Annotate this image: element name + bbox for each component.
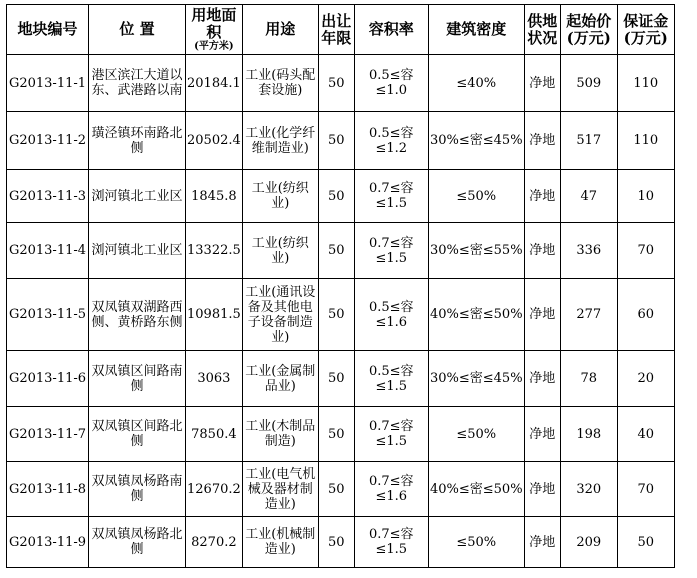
row-density-cell: ≤50%: [428, 170, 524, 223]
row-deposit-cell: 10: [617, 170, 674, 223]
row-id-cell: G2013-11-6: [7, 351, 89, 407]
row-term-cell: 50: [318, 351, 354, 407]
row-far-cell: 0.7≤容≤1.5: [354, 407, 428, 462]
row-density-cell: 40%≤密≤50%: [428, 279, 524, 351]
table-body: [7, 55, 675, 568]
row-use-cell: 工业(码头配套设施): [242, 55, 318, 112]
header-deposit: 保证金(万元): [617, 5, 674, 55]
table-row: [7, 223, 675, 279]
row-id-cell: G2013-11-3: [7, 170, 89, 223]
header-far: 容积率: [354, 5, 428, 55]
header-term: 出让年限: [318, 5, 354, 55]
row-use-cell: 工业(通讯设备及其他电子设备制造业): [242, 279, 318, 351]
row-deposit-cell: 70: [617, 462, 674, 517]
row-start-price-cell: 78: [560, 351, 617, 407]
row-area-cell: 8270.2: [186, 517, 243, 568]
row-deposit-cell: 40: [617, 407, 674, 462]
row-use-cell: 工业(化学纤维制造业): [242, 112, 318, 170]
row-start-price-cell: 47: [560, 170, 617, 223]
table-row: [7, 112, 675, 170]
row-location-cell: 浏河镇北工业区: [89, 223, 186, 279]
row-term-cell: 50: [318, 517, 354, 568]
row-far-cell: 0.7≤容≤1.5: [354, 517, 428, 568]
row-use-cell: 工业(机械制造业): [242, 517, 318, 568]
row-deposit-cell: 110: [617, 112, 674, 170]
row-supply-cell: 净地: [524, 223, 560, 279]
header-row: [7, 5, 675, 55]
row-far-cell: 0.5≤容≤1.6: [354, 279, 428, 351]
row-location-cell: 双凤镇区间路北侧: [89, 407, 186, 462]
row-location-cell: 双凤镇双湖路西侧、黄桥路东侧: [89, 279, 186, 351]
row-term-cell: 50: [318, 279, 354, 351]
row-far-cell: 0.5≤容≤1.5: [354, 351, 428, 407]
row-supply-cell: 净地: [524, 112, 560, 170]
row-density-cell: 40%≤密≤50%: [428, 462, 524, 517]
header-location: 位 置: [89, 5, 186, 55]
table-row: [7, 170, 675, 223]
row-term-cell: 50: [318, 170, 354, 223]
row-id-cell: G2013-11-8: [7, 462, 89, 517]
row-id-cell: G2013-11-1: [7, 55, 89, 112]
row-supply-cell: 净地: [524, 407, 560, 462]
row-term-cell: 50: [318, 462, 354, 517]
row-area-cell: 13322.5: [186, 223, 243, 279]
row-far-cell: 0.7≤容≤1.6: [354, 462, 428, 517]
row-deposit-cell: 110: [617, 55, 674, 112]
row-start-price-cell: 517: [560, 112, 617, 170]
header-use: 用途: [242, 5, 318, 55]
row-area-cell: 3063: [186, 351, 243, 407]
row-id-cell: G2013-11-4: [7, 223, 89, 279]
row-id-cell: G2013-11-7: [7, 407, 89, 462]
row-supply-cell: 净地: [524, 170, 560, 223]
header-area: [186, 5, 243, 55]
row-density-cell: 30%≤密≤45%: [428, 112, 524, 170]
row-area-cell: 20184.1: [186, 55, 243, 112]
row-density-cell: ≤40%: [428, 55, 524, 112]
row-id-cell: G2013-11-5: [7, 279, 89, 351]
header-start-price: 起始价(万元): [560, 5, 617, 55]
row-area-cell: 1845.8: [186, 170, 243, 223]
row-area-cell: 7850.4: [186, 407, 243, 462]
row-density-cell: 30%≤密≤55%: [428, 223, 524, 279]
row-area-cell: 20502.4: [186, 112, 243, 170]
table-row: [7, 462, 675, 517]
row-supply-cell: 净地: [524, 351, 560, 407]
row-deposit-cell: 70: [617, 223, 674, 279]
row-area-cell: 12670.2: [186, 462, 243, 517]
row-location-cell: 港区滨江大道以东、武港路以南: [89, 55, 186, 112]
table-row: [7, 279, 675, 351]
row-far-cell: 0.5≤容≤1.2: [354, 112, 428, 170]
header-supply: 供地状况: [524, 5, 560, 55]
row-density-cell: ≤50%: [428, 407, 524, 462]
row-deposit-cell: 20: [617, 351, 674, 407]
row-far-cell: 0.5≤容≤1.0: [354, 55, 428, 112]
row-start-price-cell: 320: [560, 462, 617, 517]
row-use-cell: 工业(金属制品业): [242, 351, 318, 407]
header-id: 地块编号: [7, 5, 89, 55]
table-row: [7, 517, 675, 568]
row-use-cell: 工业(木制品制造): [242, 407, 318, 462]
row-use-cell: 工业(纺织业): [242, 223, 318, 279]
row-supply-cell: 净地: [524, 517, 560, 568]
row-location-cell: 浏河镇北工业区: [89, 170, 186, 223]
row-deposit-cell: 60: [617, 279, 674, 351]
row-start-price-cell: 509: [560, 55, 617, 112]
row-location-cell: 璜泾镇环南路北侧: [89, 112, 186, 170]
row-location-cell: 双凤镇区间路南侧: [89, 351, 186, 407]
row-area-cell: 10981.5: [186, 279, 243, 351]
row-term-cell: 50: [318, 223, 354, 279]
row-location-cell: 双凤镇凤杨路南侧: [89, 462, 186, 517]
row-term-cell: 50: [318, 407, 354, 462]
row-use-cell: 工业(纺织业): [242, 170, 318, 223]
land-parcel-table-container: [6, 4, 675, 568]
row-start-price-cell: 198: [560, 407, 617, 462]
row-term-cell: 50: [318, 55, 354, 112]
row-start-price-cell: 209: [560, 517, 617, 568]
table-row: [7, 55, 675, 112]
row-supply-cell: 净地: [524, 462, 560, 517]
table-row: [7, 351, 675, 407]
row-term-cell: 50: [318, 112, 354, 170]
row-density-cell: ≤50%: [428, 517, 524, 568]
row-far-cell: 0.7≤容≤1.5: [354, 223, 428, 279]
row-start-price-cell: 277: [560, 279, 617, 351]
header-density: 建筑密度: [428, 5, 524, 55]
header-area-label: 用地面积: [191, 6, 237, 41]
row-location-cell: 双凤镇凤杨路北侧: [89, 517, 186, 568]
table-row: [7, 407, 675, 462]
row-id-cell: G2013-11-2: [7, 112, 89, 170]
row-supply-cell: 净地: [524, 279, 560, 351]
land-parcel-table: [6, 4, 675, 568]
row-deposit-cell: 50: [617, 517, 674, 568]
row-use-cell: 工业(电气机械及器材制造业): [242, 462, 318, 517]
row-supply-cell: 净地: [524, 55, 560, 112]
row-far-cell: 0.7≤容≤1.5: [354, 170, 428, 223]
header-area-unit: (平方米): [194, 41, 234, 52]
row-start-price-cell: 336: [560, 223, 617, 279]
row-id-cell: G2013-11-9: [7, 517, 89, 568]
row-density-cell: 30%≤密≤45%: [428, 351, 524, 407]
